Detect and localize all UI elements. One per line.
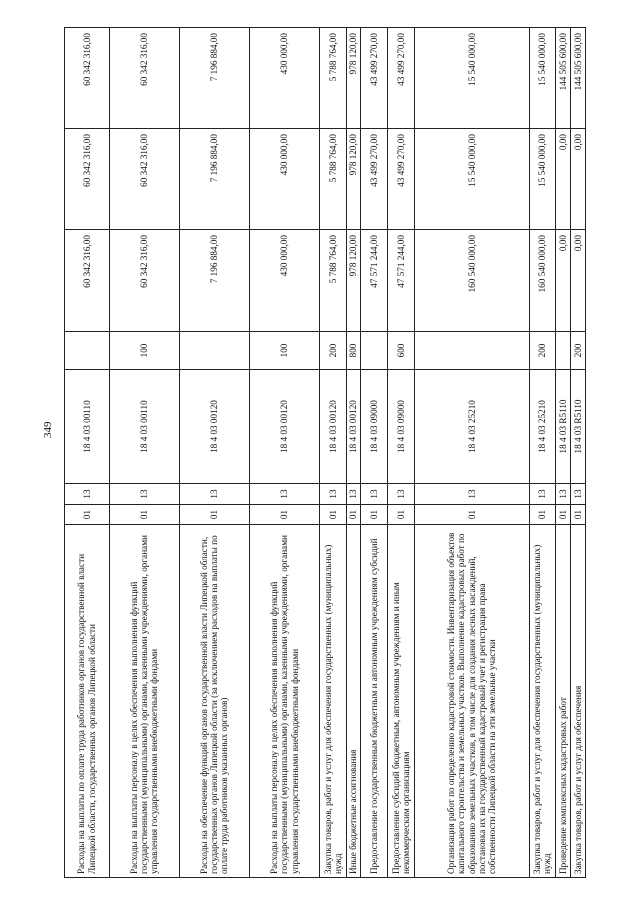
subsection-code: 13	[571, 484, 586, 505]
amount-year-1: 0,00	[571, 230, 586, 332]
target-article-code: 18 4 03 00110	[109, 370, 179, 484]
amount-year-2: 15 540 000,00	[529, 129, 556, 230]
table-row	[571, 28, 586, 878]
budget-table-wrapper	[64, 28, 586, 878]
budget-table-body	[65, 28, 586, 878]
amount-year-2: 7 196 884,00	[179, 129, 249, 230]
target-article-code: 18 4 03 00120	[346, 370, 361, 484]
amount-year-1: 160 540 000,00	[529, 230, 556, 332]
row-name: Предоставление субсидий бюджетным, автономным учреждениям и иным некоммерческим организациям	[388, 525, 415, 878]
target-article-code: 18 4 03 09000	[388, 370, 415, 484]
subsection-code: 13	[388, 484, 415, 505]
subsection-code: 13	[319, 484, 346, 505]
budget-table	[64, 27, 586, 878]
amount-year-3: 15 540 000,00	[414, 28, 529, 129]
table-row	[388, 28, 415, 878]
table-row	[319, 28, 346, 878]
target-article-code: 18 4 03 09000	[361, 370, 388, 484]
amount-year-3: 43 499 270,00	[361, 28, 388, 129]
section-code: 01	[414, 505, 529, 525]
row-name: Расходы на обеспечение функций органов государственной власти Липецкой области, государственных органов Липецкой области (за исключением расходов на выплаты по оплате труда работников указанных органов)	[179, 525, 249, 878]
target-article-code: 18 4 03 00120	[179, 370, 249, 484]
row-name: Предоставление государственным бюджетным и автономным учреждениям субсидий	[361, 525, 388, 878]
amount-year-2: 5 788 764,00	[319, 129, 346, 230]
amount-year-3: 144 505 600,00	[571, 28, 586, 129]
subsection-code: 13	[346, 484, 361, 505]
amount-year-3: 144 505 600,00	[556, 28, 571, 129]
amount-year-1: 430 000,00	[249, 230, 319, 332]
expense-type-code: 200	[319, 332, 346, 370]
row-name: Расходы на выплаты персоналу в целях обеспечения выполнения функций государственными (муниципальными) органами, казенными учреждениями, органами управления государственными внебюджетными фондами	[109, 525, 179, 878]
table-row	[556, 28, 571, 878]
expense-type-code: 800	[346, 332, 361, 370]
expense-type-code: 200	[529, 332, 556, 370]
amount-year-2: 43 499 270,00	[388, 129, 415, 230]
amount-year-1: 47 571 244,00	[361, 230, 388, 332]
table-row	[346, 28, 361, 878]
table-row	[109, 28, 179, 878]
table-row	[414, 28, 529, 878]
row-name: Закупка товаров, работ и услуг для обеспечения государственных (муниципальных) нужд	[529, 525, 556, 878]
row-name: Иные бюджетные ассигнования	[346, 525, 361, 878]
amount-year-1: 7 196 884,00	[179, 230, 249, 332]
row-name: Расходы на выплаты по оплате труда работников органов государственной власти Липецкой области, государственных органов Липецкой области	[65, 525, 110, 878]
amount-year-2: 0,00	[556, 129, 571, 230]
amount-year-2: 60 342 316,00	[65, 129, 110, 230]
target-article-code: 18 4 03 R5110	[571, 370, 586, 484]
section-code: 01	[388, 505, 415, 525]
amount-year-2: 15 540 000,00	[414, 129, 529, 230]
section-code: 01	[179, 505, 249, 525]
expense-type-code: 200	[571, 332, 586, 370]
row-name: Проведение комплексных кадастровых работ	[556, 525, 571, 878]
amount-year-3: 978 120,00	[346, 28, 361, 129]
amount-year-1: 160 540 000,00	[414, 230, 529, 332]
section-code: 01	[361, 505, 388, 525]
amount-year-3: 15 540 000,00	[529, 28, 556, 129]
table-row	[249, 28, 319, 878]
amount-year-1: 0,00	[556, 230, 571, 332]
subsection-code: 13	[249, 484, 319, 505]
amount-year-3: 7 196 884,00	[179, 28, 249, 129]
amount-year-1: 60 342 316,00	[109, 230, 179, 332]
expense-type-code	[556, 332, 571, 370]
target-article-code: 18 4 03 00120	[319, 370, 346, 484]
expense-type-code	[361, 332, 388, 370]
amount-year-3: 5 788 764,00	[319, 28, 346, 129]
section-code: 01	[556, 505, 571, 525]
section-code: 01	[346, 505, 361, 525]
amount-year-2: 60 342 316,00	[109, 129, 179, 230]
amount-year-2: 43 499 270,00	[361, 129, 388, 230]
amount-year-3: 430 000,00	[249, 28, 319, 129]
target-article-code: 18 4 03 00120	[249, 370, 319, 484]
amount-year-1: 47 571 244,00	[388, 230, 415, 332]
target-article-code: 18 4 03 R5110	[556, 370, 571, 484]
subsection-code: 13	[361, 484, 388, 505]
expense-type-code	[179, 332, 249, 370]
expense-type-code: 600	[388, 332, 415, 370]
amount-year-1: 5 788 764,00	[319, 230, 346, 332]
expense-type-code	[414, 332, 529, 370]
amount-year-3: 43 499 270,00	[388, 28, 415, 129]
row-name: Закупка товаров, работ и услуг для обеспечения	[571, 525, 586, 878]
table-row	[529, 28, 556, 878]
amount-year-3: 60 342 316,00	[65, 28, 110, 129]
section-code: 01	[529, 505, 556, 525]
table-row	[179, 28, 249, 878]
section-code: 01	[571, 505, 586, 525]
target-article-code: 18 4 03 00110	[65, 370, 110, 484]
subsection-code: 13	[556, 484, 571, 505]
expense-type-code	[65, 332, 110, 370]
amount-year-1: 978 120,00	[346, 230, 361, 332]
row-name: Расходы на выплаты персоналу в целях обеспечения выполнения функций государственными (муниципальными) органами, казенными учреждениями, органами управления государственными внебюджетными фондами	[249, 525, 319, 878]
subsection-code: 13	[529, 484, 556, 505]
expense-type-code: 100	[249, 332, 319, 370]
amount-year-2: 430 000,00	[249, 129, 319, 230]
row-name: Организация работ по определению кадастровой стоимости. Инвентаризация объектов капитального строительства и земельных участков. Выполнение кадастровых работ по образованию земельных участков, в том числе для создания лесных насаждений, постановка их на государственный кадастровый учет и регистрация права собственности Липецкой области на эти земельные участки	[414, 525, 529, 878]
row-name: Закупка товаров, работ и услуг для обеспечения государственных (муниципальных) нужд	[319, 525, 346, 878]
subsection-code: 13	[414, 484, 529, 505]
subsection-code: 13	[65, 484, 110, 505]
section-code: 01	[65, 505, 110, 525]
section-code: 01	[109, 505, 179, 525]
subsection-code: 13	[109, 484, 179, 505]
expense-type-code: 100	[109, 332, 179, 370]
target-article-code: 18 4 03 25210	[529, 370, 556, 484]
section-code: 01	[249, 505, 319, 525]
amount-year-3: 60 342 316,00	[109, 28, 179, 129]
section-code: 01	[319, 505, 346, 525]
target-article-code: 18 4 03 25210	[414, 370, 529, 484]
table-row	[65, 28, 110, 878]
table-row	[361, 28, 388, 878]
amount-year-2: 978 120,00	[346, 129, 361, 230]
subsection-code: 13	[179, 484, 249, 505]
amount-year-2: 0,00	[571, 129, 586, 230]
page-number: 349	[42, 421, 54, 438]
amount-year-1: 60 342 316,00	[65, 230, 110, 332]
